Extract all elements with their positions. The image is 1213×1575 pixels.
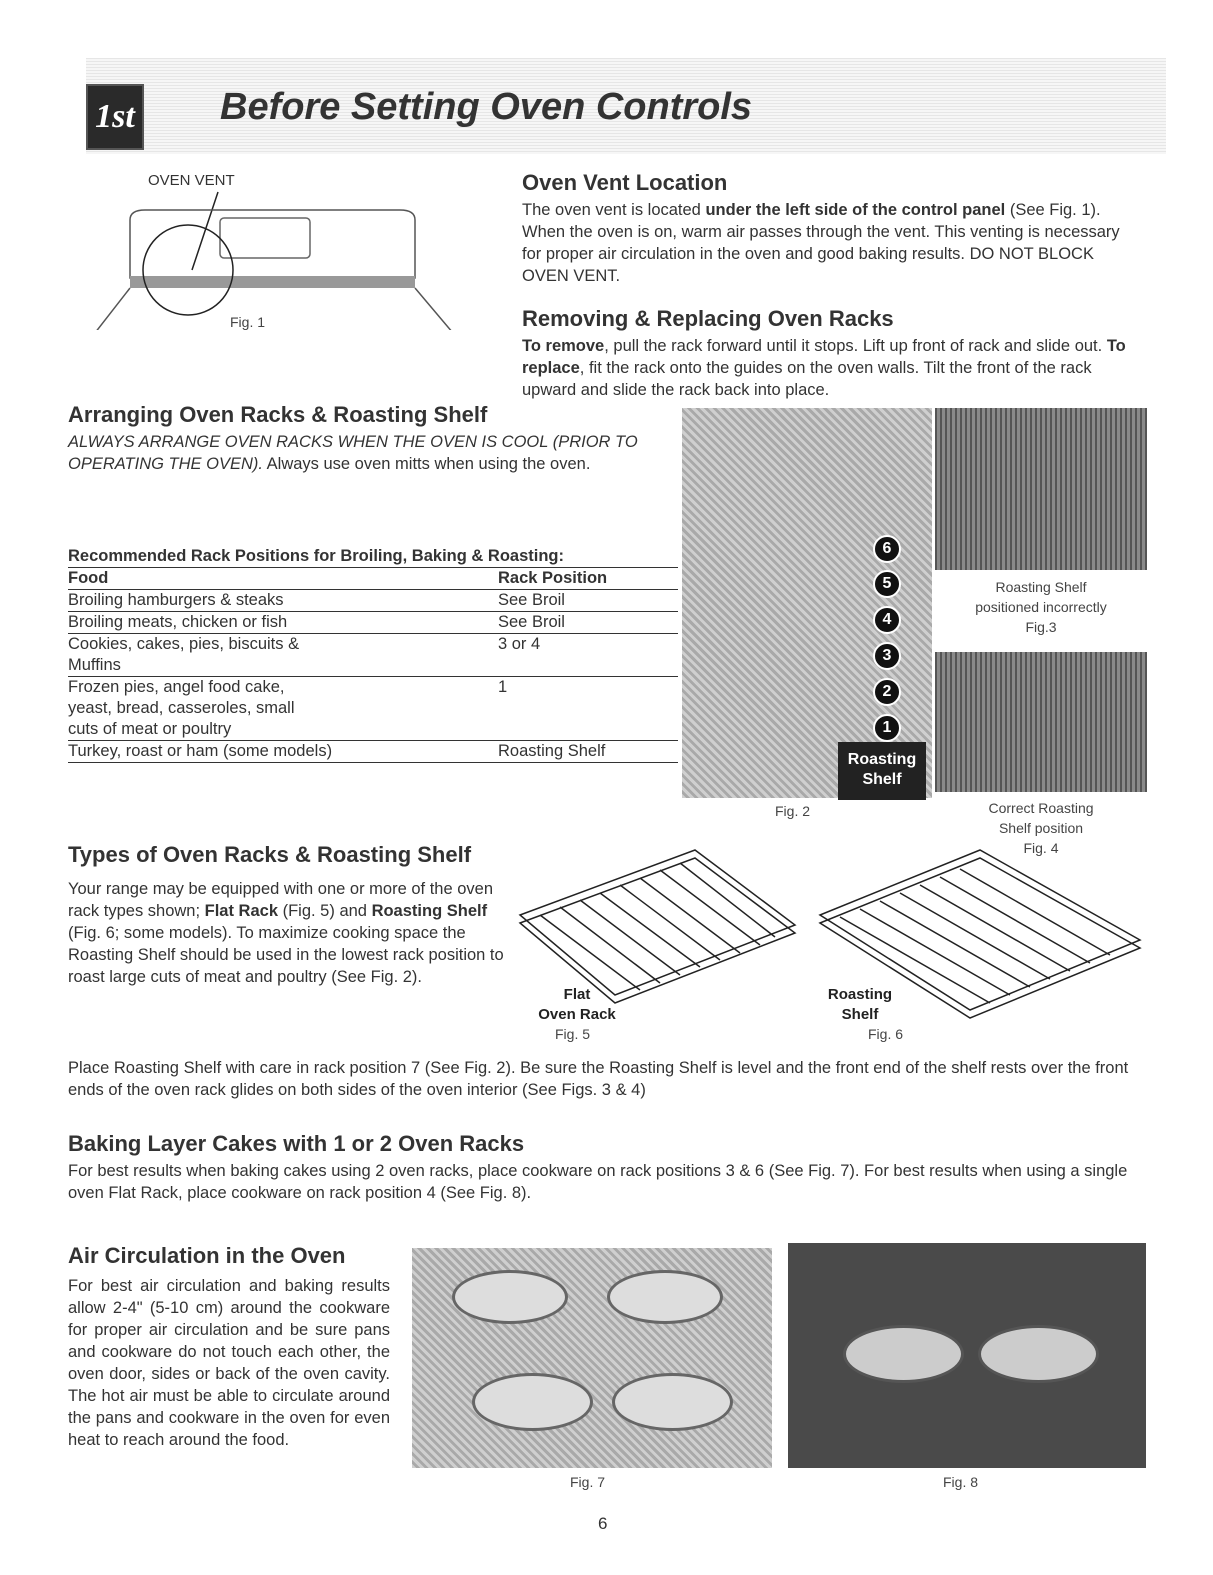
removing-racks-text: To remove, pull the rack forward until it stops. Lift up front of rack and slide out. To replace, fit the rack onto the guides on the oven walls. Tilt the front of the rack upward and slide the rack back into place. bbox=[522, 337, 1126, 399]
first-step-badge bbox=[86, 84, 144, 150]
rack-table-title: Recommended Rack Positions for Broiling, Baking & Roasting: bbox=[68, 546, 678, 568]
baking-cakes-heading: Baking Layer Cakes with 1 or 2 Oven Racks bbox=[68, 1131, 525, 1156]
fig7-two-rack-photo bbox=[412, 1248, 772, 1468]
roasting-shelf-badge: Roasting Shelf bbox=[838, 742, 926, 800]
rack-number-badge: 5 bbox=[873, 570, 901, 598]
cake-pan bbox=[843, 1325, 964, 1383]
fig6-caption: Fig. 6 bbox=[868, 1026, 904, 1042]
page-number: 6 bbox=[598, 1514, 608, 1533]
table-header-row bbox=[68, 568, 678, 590]
removing-racks-heading: Removing & Replacing Oven Racks bbox=[522, 306, 894, 331]
air-circulation-heading: Air Circulation in the Oven bbox=[68, 1243, 346, 1268]
rack-number-badge: 3 bbox=[873, 642, 901, 670]
cake-pan bbox=[607, 1270, 723, 1324]
roasting-shelf-label: Roasting Shelf bbox=[827, 986, 893, 1023]
table-row: Broiling hamburgers & steaks See Broil bbox=[68, 590, 678, 612]
cake-pan bbox=[978, 1325, 1099, 1383]
flat-rack-label: Flat Oven Rack bbox=[538, 986, 616, 1023]
cake-pan bbox=[452, 1270, 568, 1324]
table-row: Frozen pies, angel food cake, yeast, bread, casseroles, small cuts of meat or poultry 1 bbox=[68, 677, 678, 741]
place-roasting-shelf-text: Place Roasting Shelf with care in rack position 7 (See Fig. 2). Be sure the Roasting Shelf is level and the front end of the shelf rests over the front ends of the oven rack glides on both sides of the oven interior (See Figs. 3 & 4) bbox=[68, 1059, 1129, 1099]
baking-cakes-text: For best results when baking cakes using 2 oven racks, place cookware on rack positions 3 & 6 (See Fig. 7). For best results when using a single oven Flat Rack, place cookware on rack position 4 (See Fig. 8). bbox=[68, 1162, 1128, 1202]
badge-text: 1st bbox=[95, 98, 135, 135]
rack-number-badge: 4 bbox=[873, 606, 901, 634]
rack-position-table bbox=[68, 546, 678, 763]
cake-pan bbox=[472, 1373, 593, 1431]
page-title: Before Setting Oven Controls bbox=[220, 86, 753, 128]
fig2-caption: Fig. 2 bbox=[775, 803, 811, 819]
air-circulation-text: For best air circulation and baking results allow 2-4" (5-10 cm) around the cookware for proper air circulation and be sure pans and cookware do not touch each other, the oven door, sides or back of the oven cavity. The hot air must be able to circulate around the pans and cookware in the oven for even heat to reach around the food. bbox=[68, 1277, 390, 1449]
fig4-photo bbox=[935, 652, 1147, 792]
rack-number-badge: 1 bbox=[873, 714, 901, 742]
fig8-caption: Fig. 8 bbox=[943, 1474, 979, 1490]
types-racks-heading: Types of Oven Racks & Roasting Shelf bbox=[68, 842, 472, 867]
arranging-racks-text: ALWAYS ARRANGE OVEN RACKS WHEN THE OVEN IS COOL (PRIOR TO OPERATING THE OVEN). Always use oven mitts when using the oven. bbox=[68, 433, 638, 473]
oven-vent-text: The oven vent is located under the left side of the control panel (See Fig. 1). When the oven is on, warm air passes through the vent. This venting is necessary for proper air circulation in the oven and good baking results. DO NOT BLOCK OVEN VENT. bbox=[522, 201, 1120, 285]
table-row: Broiling meats, chicken or fish See Broil bbox=[68, 612, 678, 634]
fig3-photo bbox=[935, 408, 1147, 570]
oven-vent-label: OVEN VENT bbox=[148, 172, 235, 189]
rack-number-badge: 6 bbox=[873, 535, 901, 563]
fig1-range-illustration bbox=[70, 170, 490, 330]
oven-vent-heading: Oven Vent Location bbox=[522, 170, 728, 195]
rack-number-badge: 2 bbox=[873, 678, 901, 706]
rack-table bbox=[68, 568, 678, 763]
table-row: Cookies, cakes, pies, biscuits & Muffins 3 or 4 bbox=[68, 634, 678, 677]
fig7-caption: Fig. 7 bbox=[570, 1474, 606, 1490]
fig4-caption: Correct Roasting Shelf position Fig. 4 bbox=[988, 800, 1094, 856]
arranging-racks-heading: Arranging Oven Racks & Roasting Shelf bbox=[68, 402, 488, 427]
col-position-header: Rack Position bbox=[498, 569, 608, 587]
fig3-caption: Roasting Shelf positioned incorrectly Fig.3 bbox=[975, 579, 1107, 635]
fig8-single-rack-photo bbox=[788, 1243, 1146, 1468]
range-drawing bbox=[70, 170, 490, 330]
types-racks-text: Your range may be equipped with one or more of the oven rack types shown; Flat Rack (Fig. 5) and Roasting Shelf (Fig. 6; some models). To maximize cooking space the Roasting Shelf should be used in the lowest rack position to roast large cuts of meat and poultry (See Fig. 2). bbox=[68, 880, 504, 986]
fig1-caption: Fig. 1 bbox=[230, 314, 266, 330]
table-row: Turkey, roast or ham (some models) Roasting Shelf bbox=[68, 741, 678, 763]
col-food-header: Food bbox=[68, 569, 109, 587]
fig5-caption: Fig. 5 bbox=[555, 1026, 591, 1042]
cake-pan bbox=[612, 1373, 733, 1431]
